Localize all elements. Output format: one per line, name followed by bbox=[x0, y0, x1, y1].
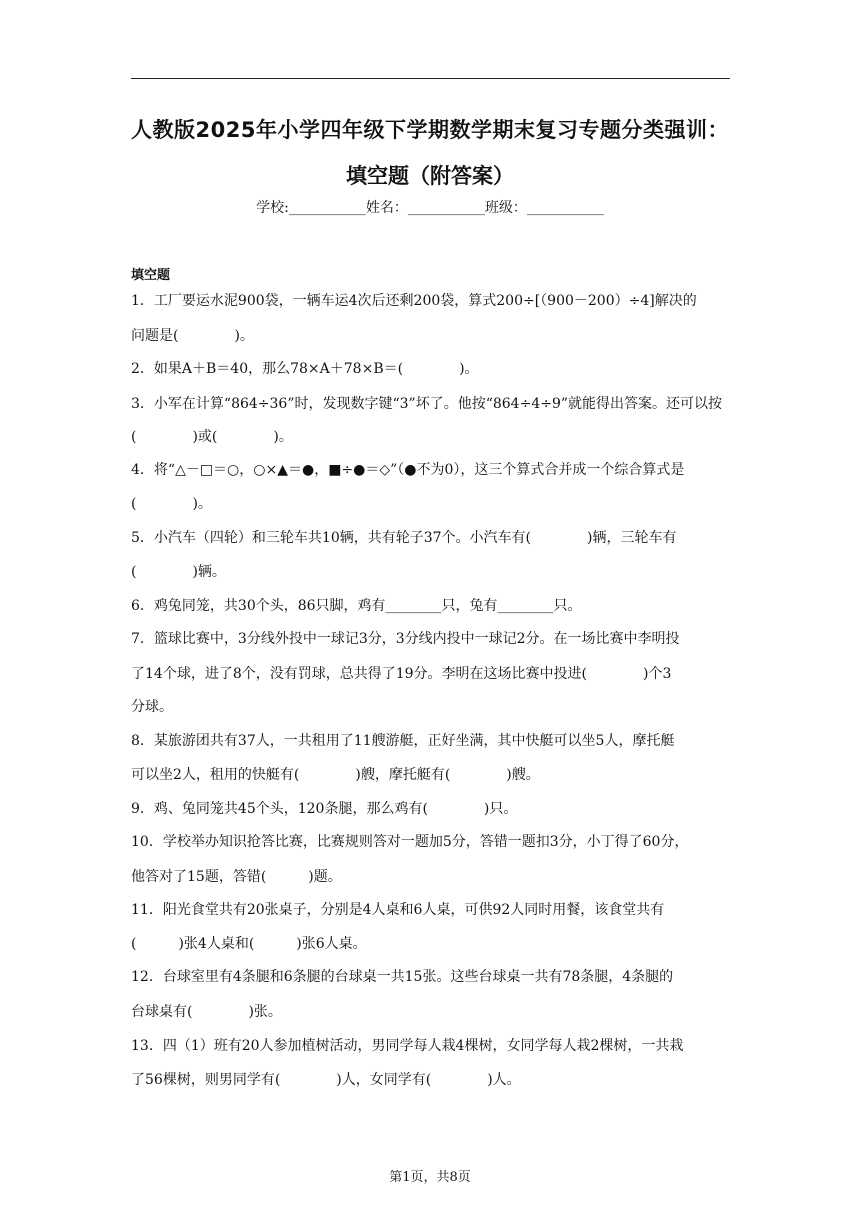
question-line: 13．四（1）班有20人参加植树活动，男同学每人栽4棵树，女同学每人栽2棵树，一共栽 bbox=[131, 1038, 684, 1054]
question-line: ( )张4人桌和( )张6人桌。 bbox=[131, 936, 367, 952]
question-line: 8．某旅游团共有37人，一共租用了11艘游艇，正好坐满，其中快艇可以坐5人，摩托艇 bbox=[131, 733, 675, 749]
student-info-text: 学校:___________姓名：___________班级：___________ bbox=[256, 200, 604, 216]
question-line: 2．如果A＋B＝40，那么78×A＋78×B＝( )。 bbox=[131, 361, 479, 377]
page-number: 第1页，共8页 bbox=[389, 1170, 471, 1185]
question-line: 问题是( )。 bbox=[131, 328, 254, 344]
question-line: 10．学校举办知识抢答比赛，比赛规则答对一题加5分，答错一题扣3分，小丁得了60分， bbox=[131, 834, 689, 850]
question-line: 11．阳光食堂共有20张桌子，分别是4人桌和6人桌，可供92人同时用餐，该食堂共有 bbox=[131, 902, 665, 918]
document-title-line-1: 人教版2025年小学四年级下学期数学期末复习专题分类强训： bbox=[131, 118, 729, 142]
question-line: ( )辆。 bbox=[131, 564, 226, 580]
question-line: 3．小军在计算“864÷36”时，发现数字键“3”坏了。他按“864÷4÷9”就能得出答案。还可以按 bbox=[131, 396, 723, 412]
question-line: 分球。 bbox=[131, 699, 173, 715]
student-info-line bbox=[0, 197, 860, 217]
question-line: ( )。 bbox=[131, 496, 212, 512]
question-line: 台球桌有( )张。 bbox=[131, 1004, 282, 1020]
document-title-line-2: 填空题（附答案） bbox=[346, 164, 514, 188]
question-line: 可以坐2人，租用的快艇有( )艘，摩托艇有( )艘。 bbox=[131, 767, 540, 783]
question-line: 9．鸡、兔同笼共45个头，120条腿，那么鸡有( )只。 bbox=[131, 801, 518, 817]
question-line: 7．篮球比赛中，3分线外投中一球记3分，3分线内投中一球记2分。在一场比赛中李明投 bbox=[131, 631, 680, 647]
question-line: 6．鸡兔同笼，共30个头，86只脚，鸡有________只，兔有________只。 bbox=[131, 598, 582, 614]
question-line: 4．将“△－□＝○，○×▲＝●，■÷●＝◇”（●不为0），这三个算式合并成一个综合算式是 bbox=[131, 462, 685, 478]
question-line: 5．小汽车（四轮）和三轮车共10辆，共有轮子37个。小汽车有( )辆，三轮车有 bbox=[131, 530, 677, 546]
question-line: 12．台球室里有4条腿和6条腿的台球桌一共15张。这些台球桌一共有78条腿，4条腿的 bbox=[131, 969, 674, 985]
question-line: 1．工厂要运水泥900袋，一辆车运4次后还剩200袋，算式200÷[（900－200）÷4]解决的 bbox=[131, 293, 697, 309]
section-title: 填空题 bbox=[131, 268, 171, 283]
question-line: 他答对了15题，答错( )题。 bbox=[131, 869, 342, 885]
question-line: ( )或( )。 bbox=[131, 429, 293, 445]
question-line: 了14个球，进了8个，没有罚球，总共得了19分。李明在这场比赛中投进( )个3 bbox=[131, 666, 672, 682]
question-line: 了56棵树，则男同学有( )人，女同学有( )人。 bbox=[131, 1072, 521, 1088]
header-rule bbox=[131, 78, 730, 79]
